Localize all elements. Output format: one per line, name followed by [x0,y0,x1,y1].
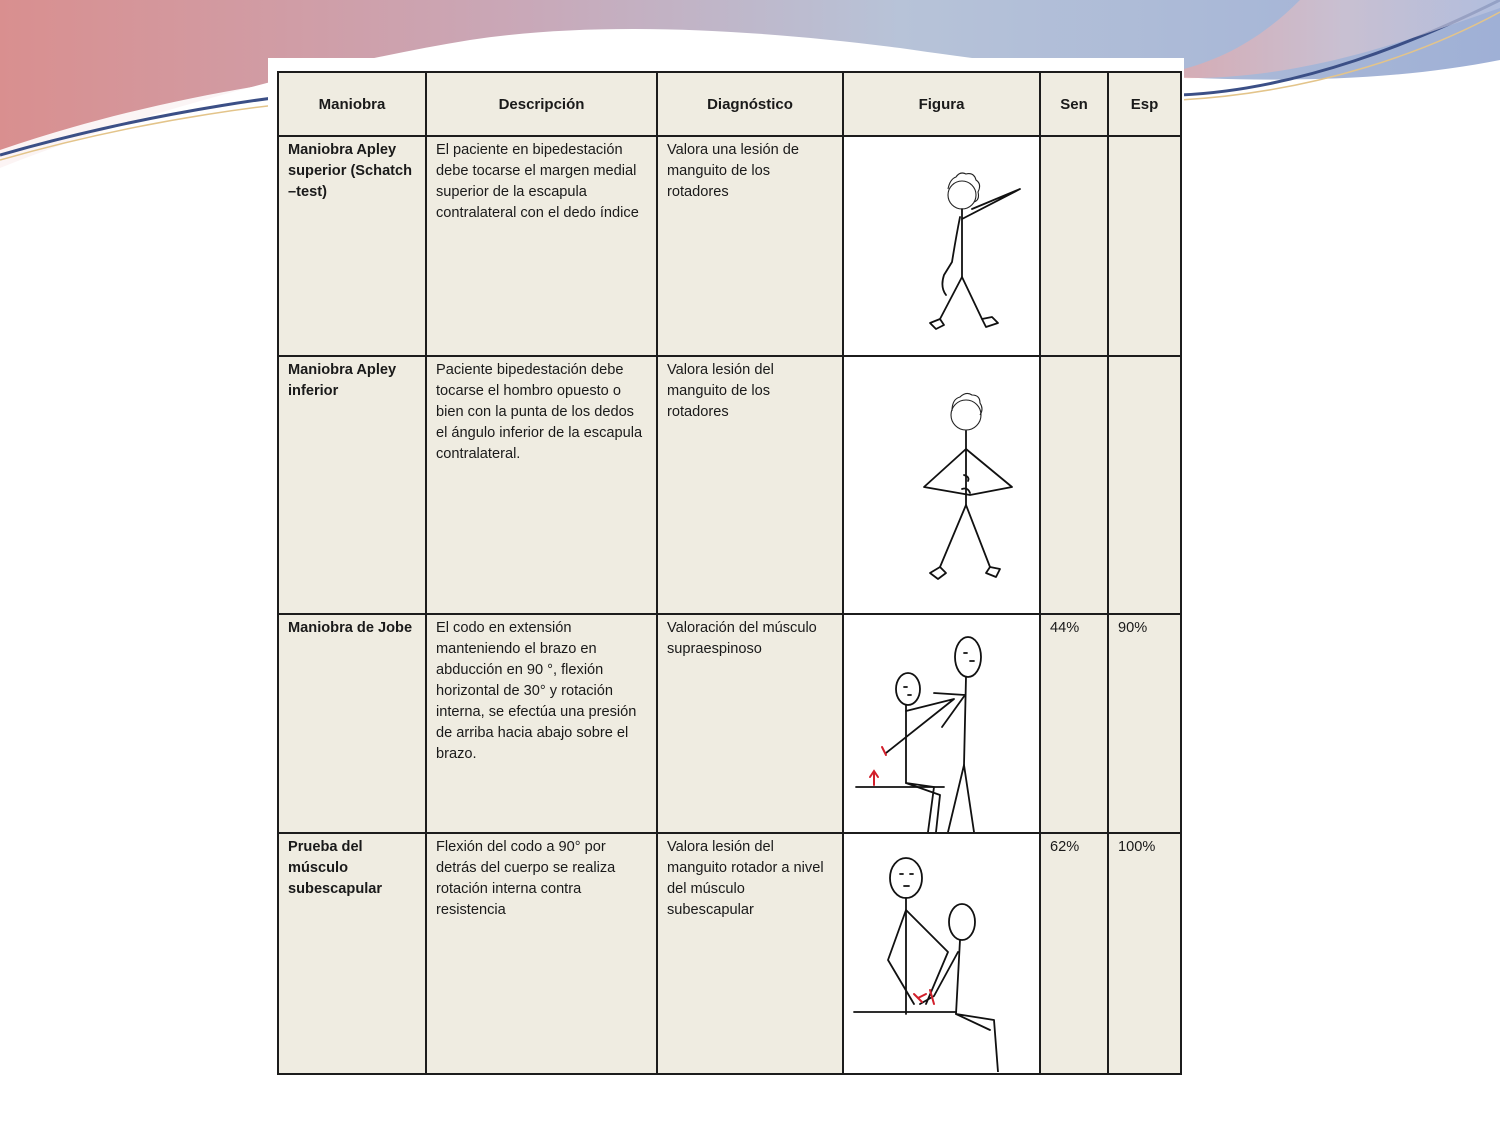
cell-descripcion [426,356,657,614]
cell-descripcion [426,833,657,1074]
cell-maniobra [278,136,426,356]
stick-figures-subscapular-test-icon [844,834,1039,1072]
table-row [278,356,1181,614]
header-sen: Sen [1040,72,1108,136]
maniobra-text: Maniobra de Jobe [288,620,413,637]
sen-value [1041,357,1107,360]
esp-value: 100% [1118,839,1156,856]
stick-figures-jobe-test-icon [844,615,1039,832]
cell-figura [843,356,1040,614]
table-row [278,136,1181,356]
esp-value: 90% [1118,620,1148,637]
cell-diagnostico [657,136,843,356]
cell-maniobra [278,356,426,614]
descripcion-text: El paciente en bipedestación debe tocarse el margen medial superior de la escapula contralateral con el dedo índice [436,142,639,221]
table-row [278,614,1181,833]
header-maniobra: Maniobra [278,72,426,136]
stick-figure-arms-crossed-icon [844,357,1039,612]
cell-esp [1108,833,1181,1074]
maneuvers-table [277,71,1182,1075]
sen-value: 62% [1050,839,1080,856]
descripcion-text: Flexión del codo a 90° por detrás del cuerpo se realiza rotación interna contra resistencia [436,839,616,919]
diagnostico-text: Valora lesión del manguito de los rotadores [667,362,774,421]
cell-sen [1040,356,1108,614]
cell-sen [1040,833,1108,1074]
table-row [278,833,1181,1074]
esp-value [1109,137,1180,140]
diagnostico-text: Valora lesión del manguito rotador a nivel del músculo subescapular [667,839,824,919]
cell-diagnostico [657,614,843,833]
cell-maniobra [278,614,426,833]
diagnostico-text: Valoración del músculo supraespinoso [667,620,817,658]
cell-esp [1108,614,1181,833]
header-diagnostico: Diagnóstico [657,72,843,136]
descripcion-text: El codo en extensión manteniendo el brazo en abducción en 90 °, flexión horizontal de 30° y rotación interna, se efectúa una presión de arriba hacia abajo sobre el brazo. [436,620,637,763]
diagnostico-text: Valora una lesión de manguito de los rotadores [667,142,799,200]
cell-maniobra [278,833,426,1074]
cell-diagnostico [657,833,843,1074]
table-header-row [278,72,1181,136]
cell-descripcion [426,614,657,833]
maniobra-text: Maniobra Apley inferior [288,362,397,400]
cell-figura [843,136,1040,356]
cell-diagnostico [657,356,843,614]
sen-value: 44% [1050,620,1080,637]
maniobra-text: Prueba del músculo subescapular [288,839,383,898]
cell-figura [843,833,1040,1074]
sen-value [1041,137,1107,140]
maniobra-text: Maniobra Apley superior (Schatch –test) [288,142,413,200]
stick-figure-arm-overhead-icon [844,137,1039,355]
cell-esp [1108,356,1181,614]
header-descripcion: Descripción [426,72,657,136]
cell-esp [1108,136,1181,356]
header-figura: Figura [843,72,1040,136]
cell-sen [1040,136,1108,356]
header-esp: Esp [1108,72,1181,136]
cell-sen [1040,614,1108,833]
descripcion-text: Paciente bipedestación debe tocarse el hombro opuesto o bien con la punta de los dedos el ángulo inferior de la escapula contralateral. [436,362,643,463]
esp-value [1109,357,1180,360]
cell-figura [843,614,1040,833]
cell-descripcion [426,136,657,356]
